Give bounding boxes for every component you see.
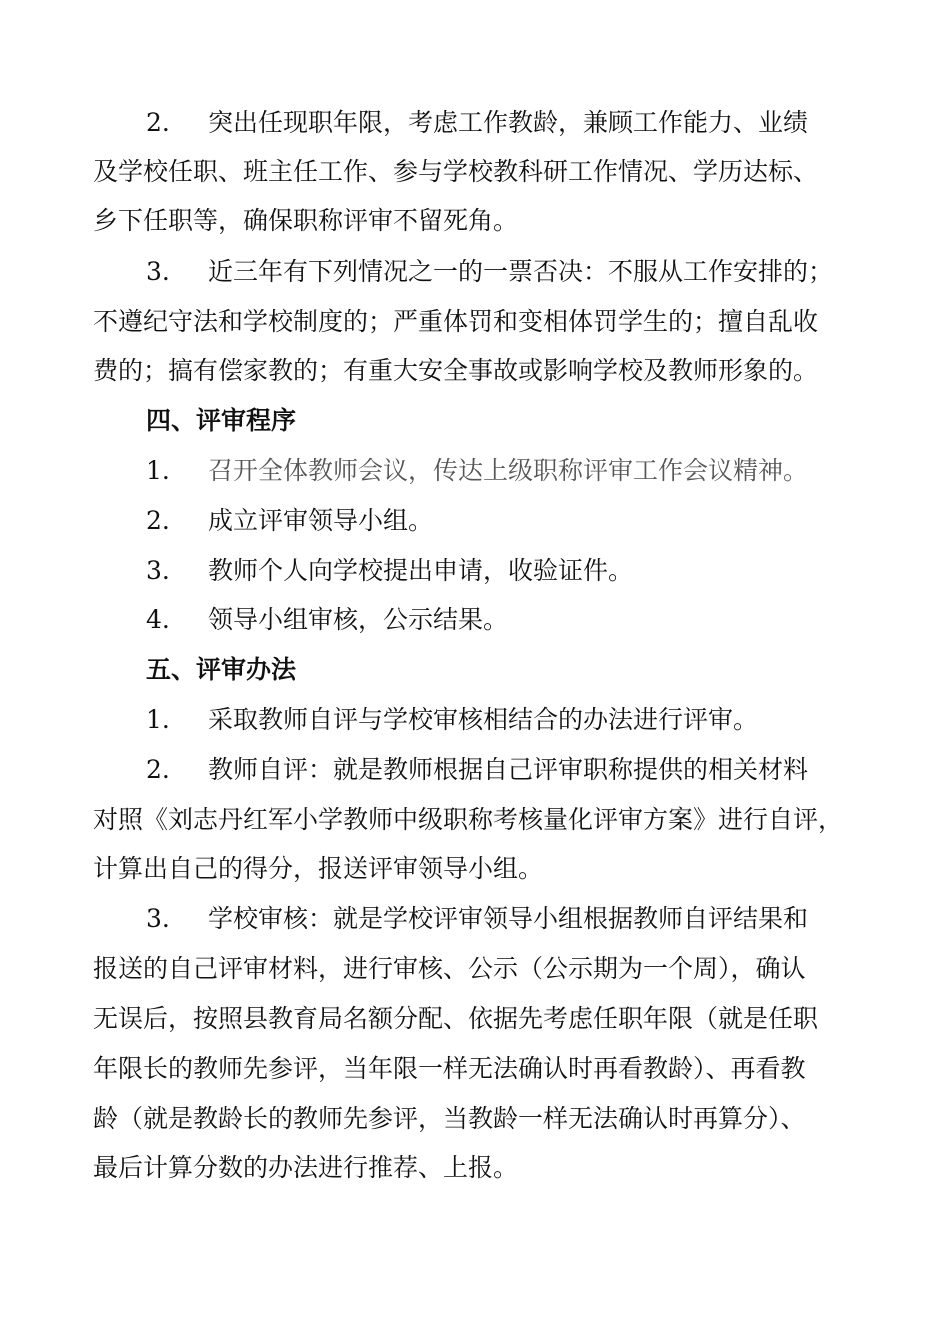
section-5-item-3-line-2: 报送的自己评审材料，进行审核、公示（公示期为一个周），确认 [93, 954, 806, 983]
item-number: 3. [146, 257, 170, 286]
item-number: 1. [146, 456, 170, 485]
item-number: 3. [146, 556, 170, 585]
section-5-item-2-line-2: 对照《刘志丹红军小学教师中级职称考核量化评审方案》进行自评， [93, 805, 844, 834]
item-text: 成立评审领导小组。 [208, 506, 434, 535]
section-4-heading: 四、评审程序 [146, 406, 297, 435]
paragraph-text: 近三年有下列情况之一的一票否决：不服从工作安排的； [208, 257, 834, 286]
item-number: 2. [146, 108, 170, 137]
section-5-item-3-line-5: 龄（就是教龄长的教师先参评，当教龄一样无法确认时再算分）、 [93, 1104, 806, 1133]
item-number: 1. [146, 705, 170, 734]
item-text: 教师个人向学校提出申请，收验证件。 [208, 556, 634, 585]
section-5-item-2-line-3: 计算出自己的得分，报送评审领导小组。 [93, 854, 544, 883]
item-text: 采取教师自评与学校审核相结合的办法进行评审。 [208, 705, 759, 734]
item-number: 4. [146, 605, 170, 634]
item-2-line-3: 乡下任职等，确保职称评审不留死角。 [93, 206, 519, 235]
item-text: 领导小组审核，公示结果。 [208, 605, 509, 634]
section-5-item-3-line-3: 无误后，按照县教育局名额分配、依据先考虑任职年限（就是任职 [93, 1004, 819, 1033]
section-5-item-3-line-4: 年限长的教师先参评，当年限一样无法确认时再看教龄）、再看教 [93, 1054, 806, 1083]
paragraph-text: 学校审核：就是学校评审领导小组根据教师自评结果和 [208, 904, 809, 933]
item-number: 3. [146, 904, 170, 933]
item-3-line-3: 费的；搞有偿家教的；有重大安全事故或影响学校及教师形象的。 [93, 356, 819, 385]
item-3-line-2: 不遵纪守法和学校制度的；严重体罚和变相体罚学生的；擅自乱收 [93, 307, 819, 336]
section-5-item-3-line-6: 最后计算分数的办法进行推荐、上报。 [93, 1153, 519, 1182]
item-text: 召开全体教师会议，传达上级职称评审工作会议精神。 [208, 456, 809, 485]
item-number: 2. [146, 755, 170, 784]
paragraph-text: 突出任现职年限，考虑工作教龄，兼顾工作能力、业绩 [208, 108, 809, 137]
section-5-heading: 五、评审办法 [146, 655, 297, 684]
paragraph-text: 教师自评：就是教师根据自己评审职称提供的相关材料 [208, 755, 809, 784]
item-number: 2. [146, 506, 170, 535]
item-2-line-2: 及学校任职、班主任工作、参与学校教科研工作情况、学历达标、 [93, 157, 819, 186]
